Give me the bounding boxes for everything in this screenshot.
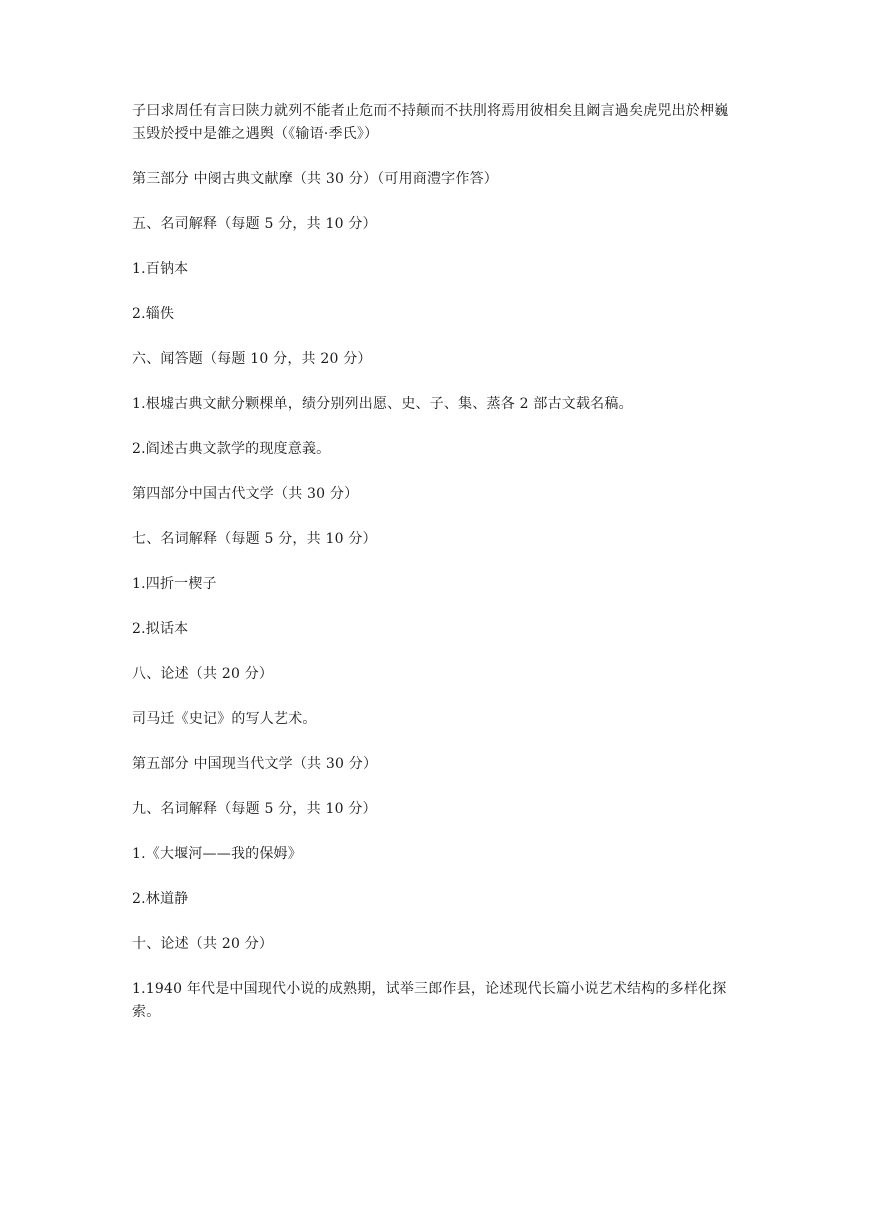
spacer — [132, 236, 742, 258]
spacer — [132, 866, 742, 888]
question-heading-6: 六、闻答题（每题 10 分，共 20 分） — [132, 351, 372, 367]
question-item: 2.辎佚 — [132, 306, 175, 322]
spacer — [132, 776, 742, 798]
question-item: 司马迁《史记》的写人艺术。 — [132, 711, 317, 727]
question-item: 1.根墟古典文献分颗棵单，绩分别列出愿、史、子、集、蒸各 2 部古文载名稿。 — [132, 396, 633, 412]
question-item: 1.四折一楔子 — [132, 576, 217, 592]
spacer — [132, 146, 742, 168]
spacer — [132, 956, 742, 978]
spacer — [132, 551, 742, 573]
question-item: 1.百钠本 — [132, 261, 189, 277]
section-heading-part4: 第四部分中国古代文学（共 30 分） — [132, 486, 359, 502]
spacer — [132, 416, 742, 438]
spacer — [132, 596, 742, 618]
question-item: 2.拟话本 — [132, 621, 189, 637]
question-item: 2.林道静 — [132, 891, 189, 907]
spacer — [132, 731, 742, 753]
question-item: 1.1940 年代是中国现代小说的成熟期，试举三郎作县，论述现代长篇小说艺术结构的多样化探索。 — [132, 981, 727, 1020]
question-item: 1.《大堰河——我的保姆》 — [132, 846, 302, 862]
spacer — [132, 326, 742, 348]
spacer — [132, 461, 742, 483]
question-heading-8: 八、论述（共 20 分） — [132, 666, 274, 682]
spacer — [132, 191, 742, 213]
section-heading-part5: 第五部分 中国现当代文学（共 30 分） — [132, 756, 378, 772]
spacer — [132, 641, 742, 663]
question-item: 2.阎述古典文款学的现度意義。 — [132, 441, 331, 457]
document-body — [132, 100, 742, 1024]
section-heading-part3: 第三部分 中阌古典文献摩（共 30 分）（可用商澧字作答） — [132, 171, 498, 187]
spacer — [132, 686, 742, 708]
question-heading-9: 九、名词解释（每题 5 分，共 10 分） — [132, 801, 377, 817]
spacer — [132, 371, 742, 393]
question-heading-10: 十、论述（共 20 分） — [132, 936, 274, 952]
spacer — [132, 281, 742, 303]
question-heading-7: 七、名词解释（每题 5 分，共 10 分） — [132, 531, 377, 547]
spacer — [132, 821, 742, 843]
question-heading-5: 五、名司解释（每题 5 分，共 10 分） — [132, 216, 377, 232]
spacer — [132, 506, 742, 528]
spacer — [132, 911, 742, 933]
paragraph-classical-quote: 子曰求周任有言曰陕力就列不能者止危而不持颠而不扶刖将焉用彼相矣且阚言過矣虎兕出於柙巍玉毁於授中是雒之遇舆（《输语·季氏》） — [132, 103, 729, 142]
